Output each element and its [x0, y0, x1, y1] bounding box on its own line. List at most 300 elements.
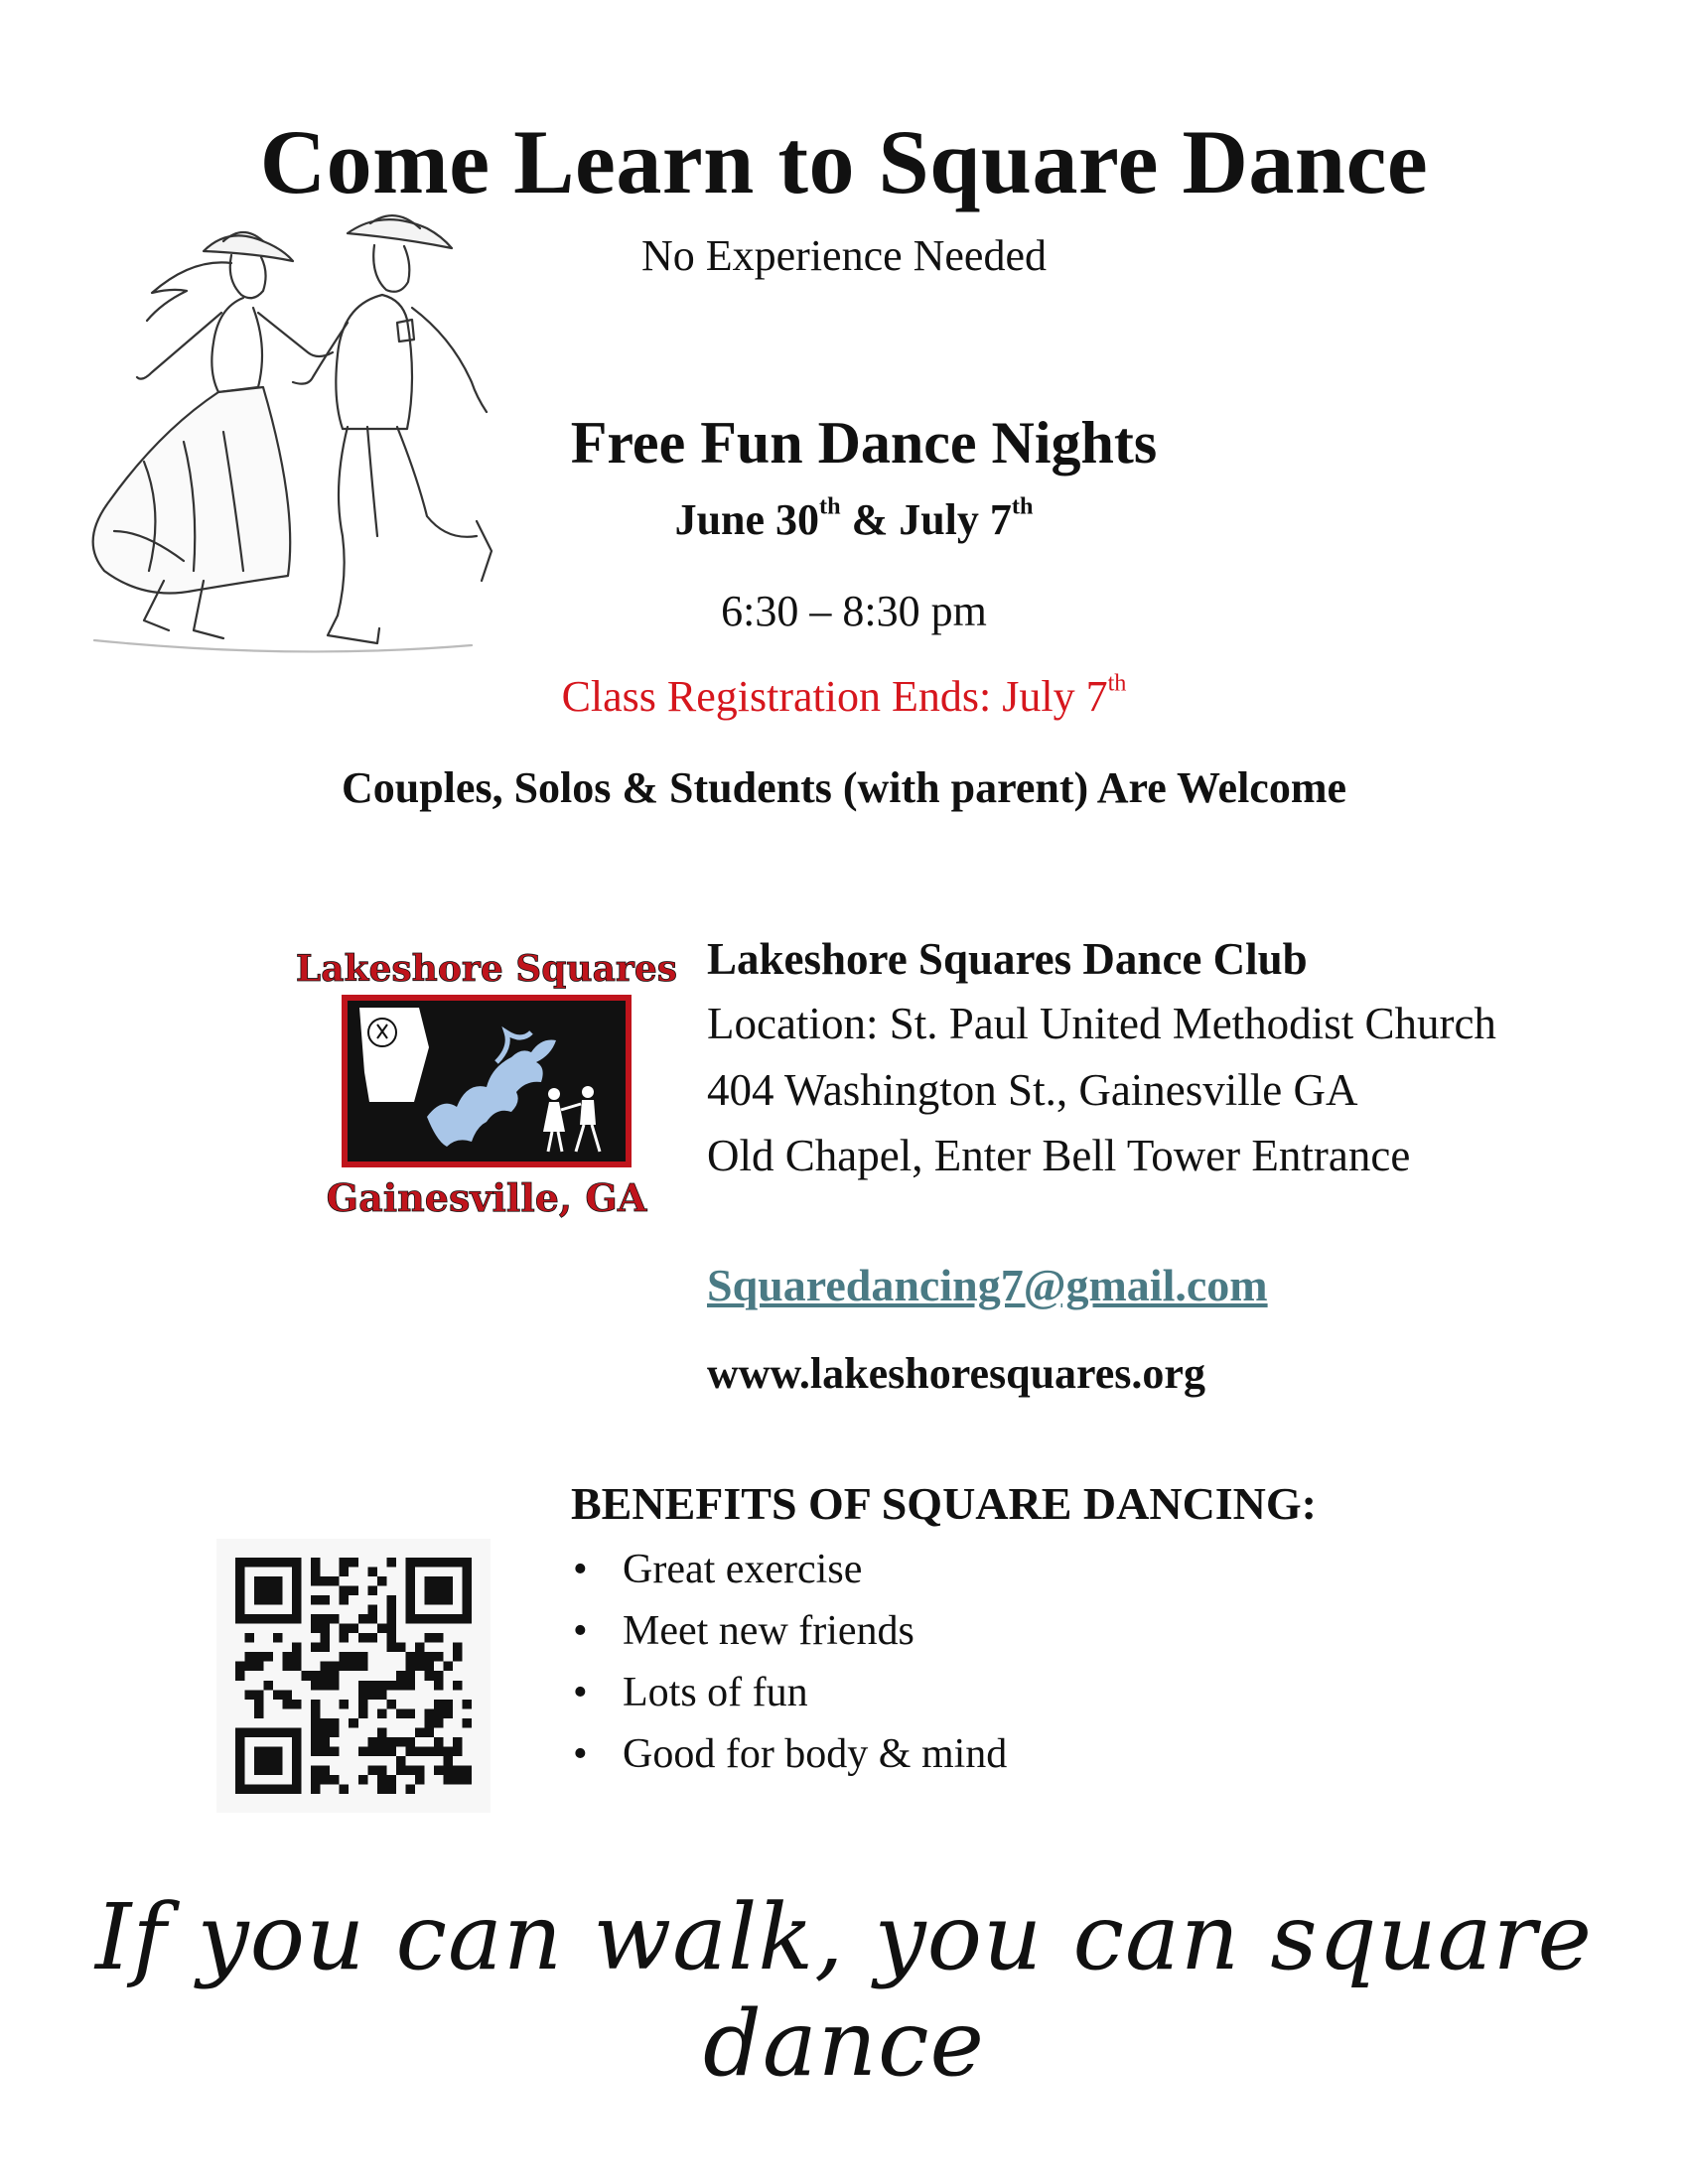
qr-module	[453, 1614, 463, 1624]
qr-module	[311, 1681, 321, 1691]
qr-module	[434, 1558, 444, 1568]
qr-module	[254, 1614, 264, 1624]
qr-module	[405, 1671, 415, 1681]
qr-module	[292, 1605, 302, 1615]
qr-module	[396, 1671, 406, 1681]
qr-module	[292, 1586, 302, 1596]
page-title: Come Learn to Square Dance	[259, 111, 1429, 212]
qr-module	[321, 1746, 331, 1756]
qr-module	[273, 1690, 283, 1700]
qr-module	[386, 1746, 396, 1756]
qr-module	[292, 1746, 302, 1756]
qr-module	[434, 1633, 444, 1643]
qr-module	[415, 1775, 425, 1785]
qr-module	[434, 1681, 444, 1691]
qr-module	[264, 1727, 274, 1737]
qr-module	[235, 1568, 245, 1577]
qr-module	[424, 1708, 434, 1718]
qr-module	[292, 1784, 302, 1794]
qr-module	[283, 1662, 293, 1672]
qr-module	[434, 1718, 444, 1728]
event-title: Free Fun Dance Nights	[570, 410, 1158, 476]
qr-module	[462, 1595, 472, 1605]
qr-module	[349, 1624, 358, 1634]
qr-module	[254, 1652, 264, 1662]
qr-module	[311, 1784, 321, 1794]
bullet-icon: •	[573, 1670, 588, 1715]
qr-module	[235, 1727, 245, 1737]
qr-module	[321, 1765, 331, 1775]
qr-module	[292, 1756, 302, 1766]
qr-module	[264, 1558, 274, 1568]
qr-module	[292, 1595, 302, 1605]
qr-module	[321, 1727, 331, 1737]
qr-module	[443, 1586, 453, 1596]
qr-module	[462, 1568, 472, 1577]
qr-module	[254, 1756, 264, 1766]
qr-module	[321, 1624, 331, 1634]
qr-module	[396, 1737, 406, 1747]
qr-module	[254, 1784, 264, 1794]
event-dates	[477, 494, 1231, 545]
qr-module	[405, 1586, 415, 1596]
qr-module	[358, 1614, 368, 1624]
qr-module	[424, 1727, 434, 1737]
qr-module	[235, 1671, 245, 1681]
qr-module	[340, 1586, 350, 1596]
list-item	[571, 1667, 1007, 1728]
qr-module	[434, 1614, 444, 1624]
qr-module	[415, 1558, 425, 1568]
qr-module	[283, 1558, 293, 1568]
club-name: Lakeshore Squares Dance Club	[707, 934, 1308, 984]
qr-module	[453, 1652, 463, 1662]
qr-module	[292, 1652, 302, 1662]
qr-module	[264, 1595, 274, 1605]
qr-module	[434, 1671, 444, 1681]
qr-module	[443, 1756, 453, 1766]
welcome-text: Couples, Solos & Students (with parent) Are Welcome	[341, 763, 1347, 812]
registration-deadline	[348, 671, 1340, 722]
qr-module	[424, 1595, 434, 1605]
qr-module	[443, 1765, 453, 1775]
qr-module	[405, 1568, 415, 1577]
qr-module	[235, 1775, 245, 1785]
qr-module	[264, 1576, 274, 1586]
qr-module	[434, 1652, 444, 1662]
qr-module	[340, 1662, 350, 1672]
qr-module	[462, 1765, 472, 1775]
qr-module	[330, 1662, 340, 1672]
benefit-text: Great exercise	[623, 1547, 863, 1592]
qr-module	[264, 1746, 274, 1756]
benefit-text: Meet new friends	[623, 1608, 914, 1654]
qr-module	[349, 1718, 358, 1728]
qr-module	[453, 1746, 463, 1756]
qr-module	[245, 1558, 255, 1568]
qr-module	[424, 1586, 434, 1596]
qr-module	[396, 1643, 406, 1653]
qr-code-icon[interactable]	[216, 1539, 491, 1813]
location-line-2: 404 Washington St., Gainesville GA	[707, 1065, 1358, 1115]
qr-module	[377, 1784, 387, 1794]
qr-module	[415, 1652, 425, 1662]
logo-bottom-text: Gainesville, GA	[326, 1175, 647, 1220]
qr-module	[245, 1690, 255, 1700]
qr-module	[453, 1775, 463, 1785]
qr-module	[358, 1681, 368, 1691]
qr-module	[396, 1765, 406, 1775]
qr-module	[273, 1784, 283, 1794]
qr-module	[330, 1614, 340, 1624]
qr-module	[235, 1605, 245, 1615]
qr-module	[254, 1558, 264, 1568]
qr-module	[462, 1775, 472, 1785]
qr-module	[321, 1737, 331, 1747]
qr-module	[273, 1586, 283, 1596]
qr-module	[405, 1784, 415, 1794]
qr-module	[321, 1662, 331, 1672]
date-1-suffix: th	[819, 492, 841, 520]
qr-module	[377, 1727, 387, 1737]
qr-module	[330, 1671, 340, 1681]
qr-module	[434, 1765, 444, 1775]
qr-module	[264, 1765, 274, 1775]
qr-module	[415, 1765, 425, 1775]
registration-text: Class Registration Ends: July 7	[561, 672, 1108, 721]
qr-module	[235, 1756, 245, 1766]
qr-module	[349, 1586, 358, 1596]
qr-module	[367, 1614, 377, 1624]
qr-module	[377, 1775, 387, 1785]
qr-module	[311, 1700, 321, 1709]
qr-module	[254, 1662, 264, 1672]
qr-module	[434, 1746, 444, 1756]
qr-module	[235, 1746, 245, 1756]
qr-module	[311, 1614, 321, 1624]
qr-module	[340, 1595, 350, 1605]
qr-module	[462, 1700, 472, 1709]
location-line-1: Location: St. Paul United Methodist Church	[707, 999, 1496, 1048]
list-item	[571, 1544, 1007, 1605]
qr-module	[330, 1576, 340, 1586]
registration-suffix: th	[1107, 669, 1127, 697]
qr-module	[254, 1690, 264, 1700]
qr-module	[386, 1737, 396, 1747]
qr-module	[235, 1614, 245, 1624]
qr-module	[405, 1576, 415, 1586]
qr-module	[311, 1727, 321, 1737]
qr-module	[340, 1784, 350, 1794]
website-text: www.lakeshoresquares.org	[707, 1349, 1205, 1398]
qr-module	[283, 1784, 293, 1794]
qr-module	[443, 1708, 453, 1718]
qr-module	[292, 1614, 302, 1624]
qr-module	[273, 1576, 283, 1586]
qr-module	[367, 1681, 377, 1691]
qr-module	[311, 1671, 321, 1681]
qr-module	[283, 1690, 293, 1700]
qr-module	[367, 1746, 377, 1756]
qr-module	[367, 1737, 377, 1747]
qr-module	[386, 1614, 396, 1624]
benefits-list	[571, 1544, 1007, 1790]
qr-module	[349, 1558, 358, 1568]
qr-module	[358, 1775, 368, 1785]
qr-module	[330, 1746, 340, 1756]
qr-module	[405, 1605, 415, 1615]
qr-module	[330, 1727, 340, 1737]
qr-module	[292, 1568, 302, 1577]
date-1: June 30	[674, 495, 820, 544]
qr-module	[358, 1633, 368, 1643]
qr-module	[321, 1576, 331, 1586]
qr-module	[453, 1558, 463, 1568]
qr-module	[453, 1765, 463, 1775]
qr-module	[386, 1595, 396, 1605]
qr-module	[415, 1614, 425, 1624]
qr-module	[377, 1681, 387, 1691]
qr-module	[311, 1718, 321, 1728]
qr-module	[386, 1784, 396, 1794]
qr-module	[386, 1558, 396, 1568]
qr-module	[321, 1671, 331, 1681]
qr-module	[292, 1727, 302, 1737]
qr-module	[321, 1718, 331, 1728]
qr-module	[386, 1605, 396, 1615]
qr-module	[443, 1746, 453, 1756]
club-logo	[295, 943, 678, 1231]
qr-module	[235, 1595, 245, 1605]
qr-module	[405, 1558, 415, 1568]
qr-module	[311, 1624, 321, 1634]
qr-module	[434, 1737, 444, 1747]
qr-module	[283, 1614, 293, 1624]
qr-module	[424, 1614, 434, 1624]
qr-module	[321, 1633, 331, 1643]
qr-module	[235, 1737, 245, 1747]
qr-module	[340, 1700, 350, 1709]
qr-module	[396, 1756, 406, 1766]
qr-module	[424, 1576, 434, 1586]
qr-module	[396, 1708, 406, 1718]
qr-module	[349, 1652, 358, 1662]
qr-module	[358, 1662, 368, 1672]
qr-module	[462, 1605, 472, 1615]
qr-module	[311, 1775, 321, 1785]
qr-module	[292, 1775, 302, 1785]
qr-module	[302, 1671, 312, 1681]
qr-module	[434, 1576, 444, 1586]
qr-module	[443, 1576, 453, 1586]
qr-module	[415, 1662, 425, 1672]
qr-module	[434, 1595, 444, 1605]
qr-module	[273, 1595, 283, 1605]
qr-module	[377, 1746, 387, 1756]
qr-module	[424, 1633, 434, 1643]
qr-module	[245, 1784, 255, 1794]
qr-module	[415, 1643, 425, 1653]
qr-module	[367, 1605, 377, 1615]
qr-module	[235, 1765, 245, 1775]
qr-module	[443, 1595, 453, 1605]
qr-module	[358, 1708, 368, 1718]
event-time: 6:30 – 8:30 pm	[721, 587, 987, 635]
qr-module	[424, 1718, 434, 1728]
qr-module	[367, 1633, 377, 1643]
qr-module	[405, 1765, 415, 1775]
qr-module	[264, 1586, 274, 1596]
qr-module	[292, 1643, 302, 1653]
qr-module	[283, 1652, 293, 1662]
qr-module	[386, 1775, 396, 1785]
qr-module	[443, 1558, 453, 1568]
qr-module	[235, 1558, 245, 1568]
qr-module	[349, 1662, 358, 1672]
qr-module	[405, 1708, 415, 1718]
qr-module	[386, 1624, 396, 1634]
qr-module	[264, 1756, 274, 1766]
qr-module	[405, 1737, 415, 1747]
qr-module	[405, 1614, 415, 1624]
qr-module	[292, 1662, 302, 1672]
qr-module	[235, 1662, 245, 1672]
qr-module	[235, 1576, 245, 1586]
qr-module	[462, 1614, 472, 1624]
qr-module	[377, 1576, 387, 1586]
qr-module	[340, 1633, 350, 1643]
qr-module	[292, 1558, 302, 1568]
qr-module	[340, 1558, 350, 1568]
qr-module	[311, 1558, 321, 1568]
qr-module	[424, 1652, 434, 1662]
bullet-icon: •	[573, 1731, 588, 1777]
qr-module	[340, 1624, 350, 1634]
qr-module	[405, 1595, 415, 1605]
qr-module	[405, 1652, 415, 1662]
qr-module	[254, 1595, 264, 1605]
qr-module	[254, 1765, 264, 1775]
qr-module	[245, 1662, 255, 1672]
qr-module	[321, 1595, 331, 1605]
page-subtitle: No Experience Needed	[640, 231, 1047, 280]
qr-module	[311, 1737, 321, 1747]
qr-module	[386, 1633, 396, 1643]
qr-module	[405, 1662, 415, 1672]
qr-module	[311, 1708, 321, 1718]
qr-module	[462, 1576, 472, 1586]
qr-module	[245, 1633, 255, 1643]
qr-module	[415, 1727, 425, 1737]
qr-module	[273, 1633, 283, 1643]
bullet-icon: •	[573, 1547, 588, 1592]
qr-module	[321, 1681, 331, 1691]
benefits-title: BENEFITS OF SQUARE DANCING:	[571, 1478, 1318, 1529]
qr-module	[292, 1700, 302, 1709]
qr-module	[245, 1652, 255, 1662]
qr-module	[264, 1681, 274, 1691]
qr-module	[434, 1708, 444, 1718]
qr-module	[273, 1765, 283, 1775]
qr-module	[340, 1652, 350, 1662]
tagline: If you can walk, you can square dance	[95, 1884, 1593, 2097]
qr-module	[311, 1643, 321, 1653]
qr-module	[443, 1775, 453, 1785]
qr-module	[235, 1784, 245, 1794]
qr-module	[386, 1700, 396, 1709]
benefit-text: Good for body & mind	[623, 1731, 1008, 1777]
list-item	[571, 1728, 1007, 1790]
qr-module	[330, 1681, 340, 1691]
qr-module	[453, 1737, 463, 1747]
date-2-suffix: th	[1011, 492, 1034, 520]
qr-module	[292, 1576, 302, 1586]
qr-module	[311, 1746, 321, 1756]
qr-module	[321, 1643, 331, 1653]
qr-module	[434, 1586, 444, 1596]
qr-module	[330, 1775, 340, 1785]
qr-module	[377, 1690, 387, 1700]
qr-module	[264, 1652, 274, 1662]
qr-module	[358, 1700, 368, 1709]
qr-module	[264, 1784, 274, 1794]
qr-module	[367, 1568, 377, 1577]
qr-module	[254, 1576, 264, 1586]
qr-module	[424, 1558, 434, 1568]
qr-module	[358, 1746, 368, 1756]
qr-module	[235, 1586, 245, 1596]
qr-module	[367, 1765, 377, 1775]
qr-module	[377, 1708, 387, 1718]
qr-module	[273, 1756, 283, 1766]
bullet-icon: •	[573, 1608, 588, 1654]
qr-module	[311, 1576, 321, 1586]
qr-module	[443, 1614, 453, 1624]
qr-module	[273, 1558, 283, 1568]
qr-module	[321, 1775, 331, 1785]
qr-module	[367, 1586, 377, 1596]
date-joiner: & July 7	[840, 495, 1012, 544]
qr-module	[254, 1727, 264, 1737]
qr-module	[292, 1737, 302, 1747]
qr-module	[283, 1700, 293, 1709]
qr-module	[273, 1727, 283, 1737]
qr-module	[254, 1700, 264, 1709]
qr-module	[415, 1746, 425, 1756]
qr-module	[377, 1624, 387, 1634]
qr-module	[443, 1700, 453, 1709]
qr-module	[321, 1614, 331, 1624]
qr-module	[424, 1671, 434, 1681]
qr-module	[254, 1708, 264, 1718]
qr-module	[273, 1614, 283, 1624]
qr-module	[330, 1718, 340, 1728]
qr-module	[292, 1765, 302, 1775]
list-item	[571, 1605, 1007, 1667]
qr-module	[311, 1568, 321, 1577]
qr-module	[283, 1727, 293, 1737]
qr-module	[254, 1586, 264, 1596]
email-link[interactable]: Squaredancing7@gmail.com	[707, 1260, 1268, 1310]
qr-module	[443, 1662, 453, 1672]
qr-module	[340, 1568, 350, 1577]
qr-module	[462, 1558, 472, 1568]
qr-module	[462, 1718, 472, 1728]
qr-module	[377, 1765, 387, 1775]
qr-module	[434, 1700, 444, 1709]
qr-module	[453, 1643, 463, 1653]
qr-module	[358, 1652, 368, 1662]
